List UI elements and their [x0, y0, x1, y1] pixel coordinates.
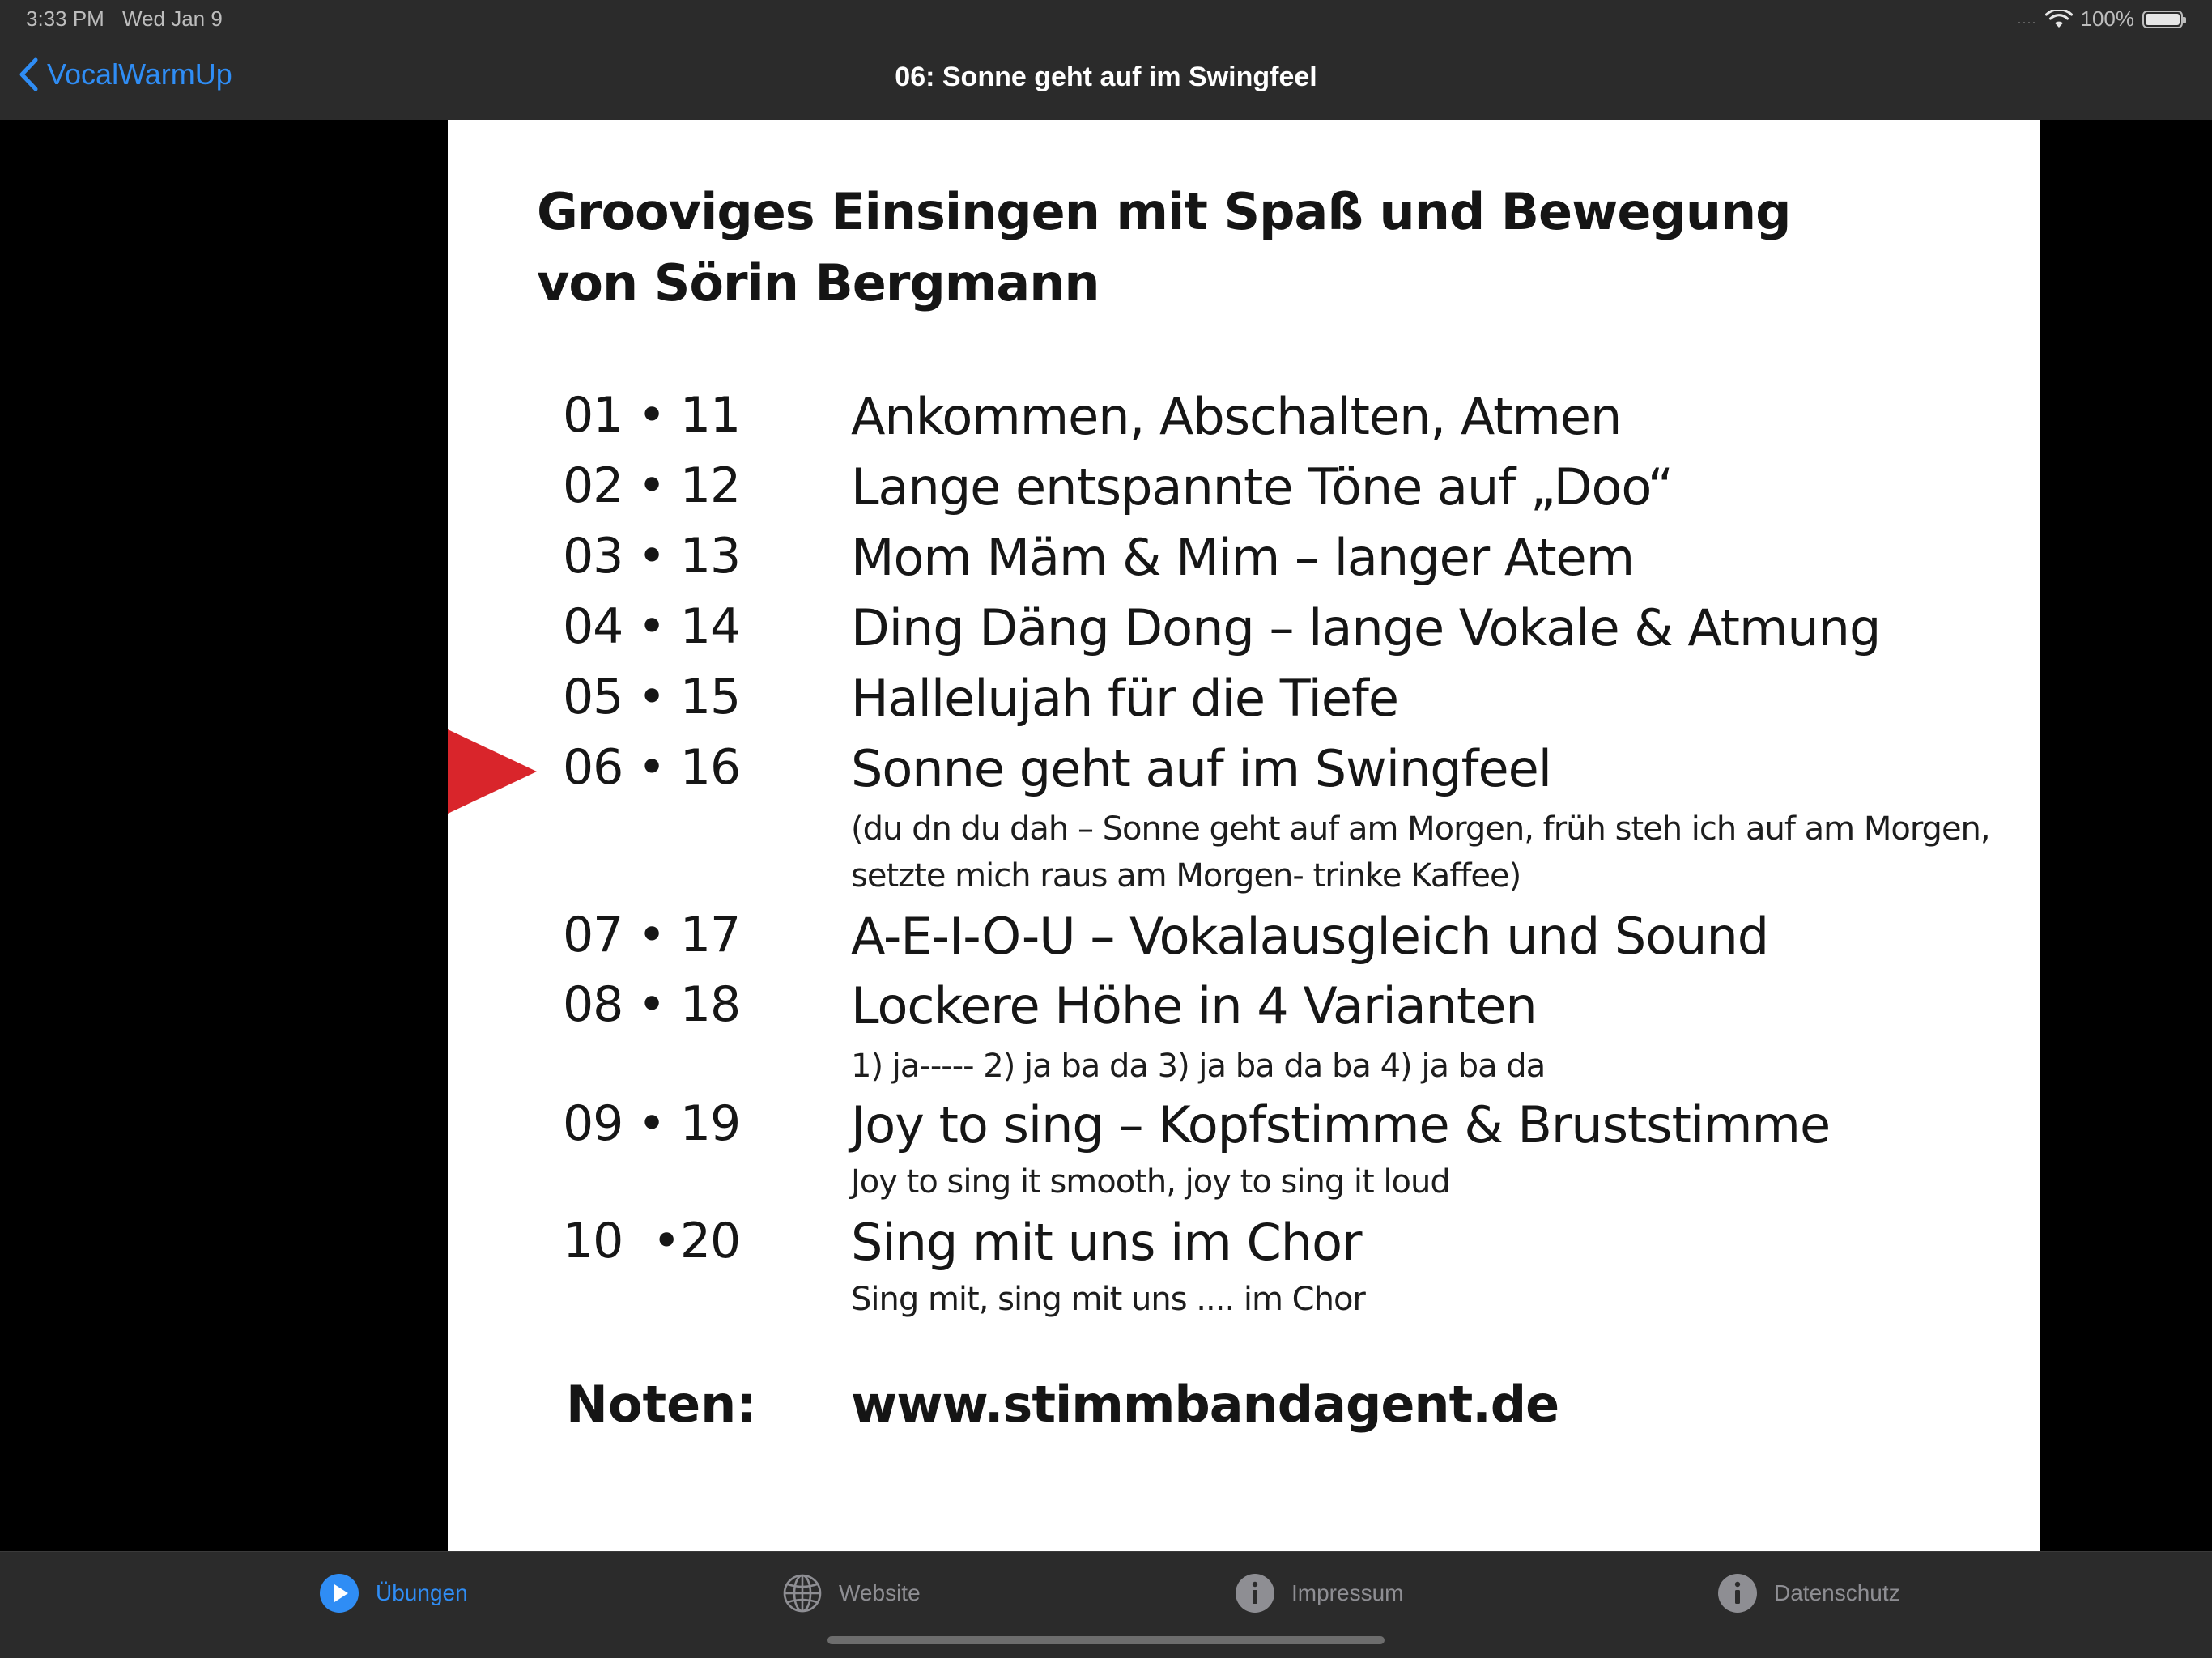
- signal-dots: ....: [2017, 11, 2037, 27]
- track-subtitle: Joy to sing it smooth, joy to sing it loud: [851, 1163, 1450, 1201]
- track-number: 04 • 14: [563, 598, 741, 655]
- track-list-image: [448, 120, 2040, 1551]
- wifi-icon: [2045, 10, 2073, 29]
- noten-url: www.stimmbandagent.de: [851, 1375, 1559, 1434]
- track-subtitle: Sing mit, sing mit uns .... im Chor: [851, 1281, 1365, 1318]
- tab-website[interactable]: [782, 1573, 921, 1613]
- track-number: 06 • 16: [563, 739, 741, 796]
- battery-icon: [2142, 11, 2183, 28]
- track-title: Lange entspannte Töne auf „Doo“: [851, 457, 1673, 517]
- tab-datenschutz[interactable]: [1717, 1573, 1900, 1613]
- heading-line-2: von Sörin Bergmann: [537, 253, 1100, 312]
- track-title: Sonne geht auf im Swingfeel: [851, 739, 1551, 798]
- track-number: 03 • 13: [563, 528, 741, 585]
- track-title: Ding Däng Dong – lange Vokale & Atmung: [851, 598, 1881, 657]
- track-number: 10 •20: [563, 1213, 741, 1269]
- track-number: 01 • 11: [563, 387, 741, 444]
- home-indicator[interactable]: [827, 1636, 1385, 1644]
- tab-label: Übungen: [376, 1580, 468, 1605]
- track-title: Joy to sing – Kopfstimme & Bruststimme: [851, 1095, 1831, 1154]
- page-title: 06: Sonne geht auf im Swingfeel: [895, 62, 1317, 92]
- track-title: Sing mit uns im Chor: [851, 1213, 1362, 1272]
- tab-bar: [0, 1551, 2212, 1658]
- status-time: 3:33 PM: [26, 6, 104, 31]
- track-subtitle: 1) ja----- 2) ja ba da 3) ja ba da ba 4) ja ba da: [851, 1048, 1546, 1085]
- sheet-heading: [537, 176, 1790, 319]
- track-number: 05 • 15: [563, 669, 741, 725]
- noten-label: Noten:: [566, 1375, 757, 1434]
- status-bar: [0, 0, 2212, 40]
- track-number: 02 • 12: [563, 457, 741, 514]
- status-indicators: [2017, 6, 2183, 32]
- info-icon: [1717, 1573, 1758, 1613]
- track-title: Ankommen, Abschalten, Atmen: [851, 387, 1622, 446]
- info-icon: [1235, 1573, 1275, 1613]
- tab-label: Datenschutz: [1774, 1580, 1900, 1605]
- tab-label: Impressum: [1291, 1580, 1404, 1605]
- track-title: Lockere Höhe in 4 Varianten: [851, 976, 1537, 1035]
- tab-impressum[interactable]: [1235, 1573, 1403, 1613]
- status-date: Wed Jan 9: [122, 6, 223, 31]
- globe-icon: [782, 1573, 823, 1613]
- navigation-bar: [0, 40, 2212, 120]
- play-circle-icon: [319, 1573, 359, 1613]
- track-number: 09 • 19: [563, 1095, 741, 1152]
- track-title: A-E-I-O-U – Vokalausgleich und Sound: [851, 907, 1769, 966]
- track-title: Hallelujah für die Tiefe: [851, 669, 1399, 728]
- track-subtitle: (du dn du dah – Sonne geht auf am Morgen, früh steh ich auf am Morgen,: [851, 810, 1990, 848]
- track-title: Mom Mäm & Mim – langer Atem: [851, 528, 1635, 587]
- track-number: 07 • 17: [563, 907, 741, 963]
- tab-uebungen[interactable]: [319, 1573, 468, 1613]
- current-track-arrow-icon: [448, 723, 537, 820]
- track-number: 08 • 18: [563, 976, 741, 1033]
- track-subtitle: setzte mich raus am Morgen- trinke Kaffee): [851, 857, 1521, 895]
- back-button-label: VocalWarmUp: [47, 57, 232, 91]
- heading-line-1: Grooviges Einsingen mit Spaß und Bewegung: [537, 182, 1791, 241]
- battery-percent: 100%: [2080, 6, 2134, 31]
- tab-label: Website: [839, 1580, 921, 1605]
- content-area: [0, 120, 2212, 1551]
